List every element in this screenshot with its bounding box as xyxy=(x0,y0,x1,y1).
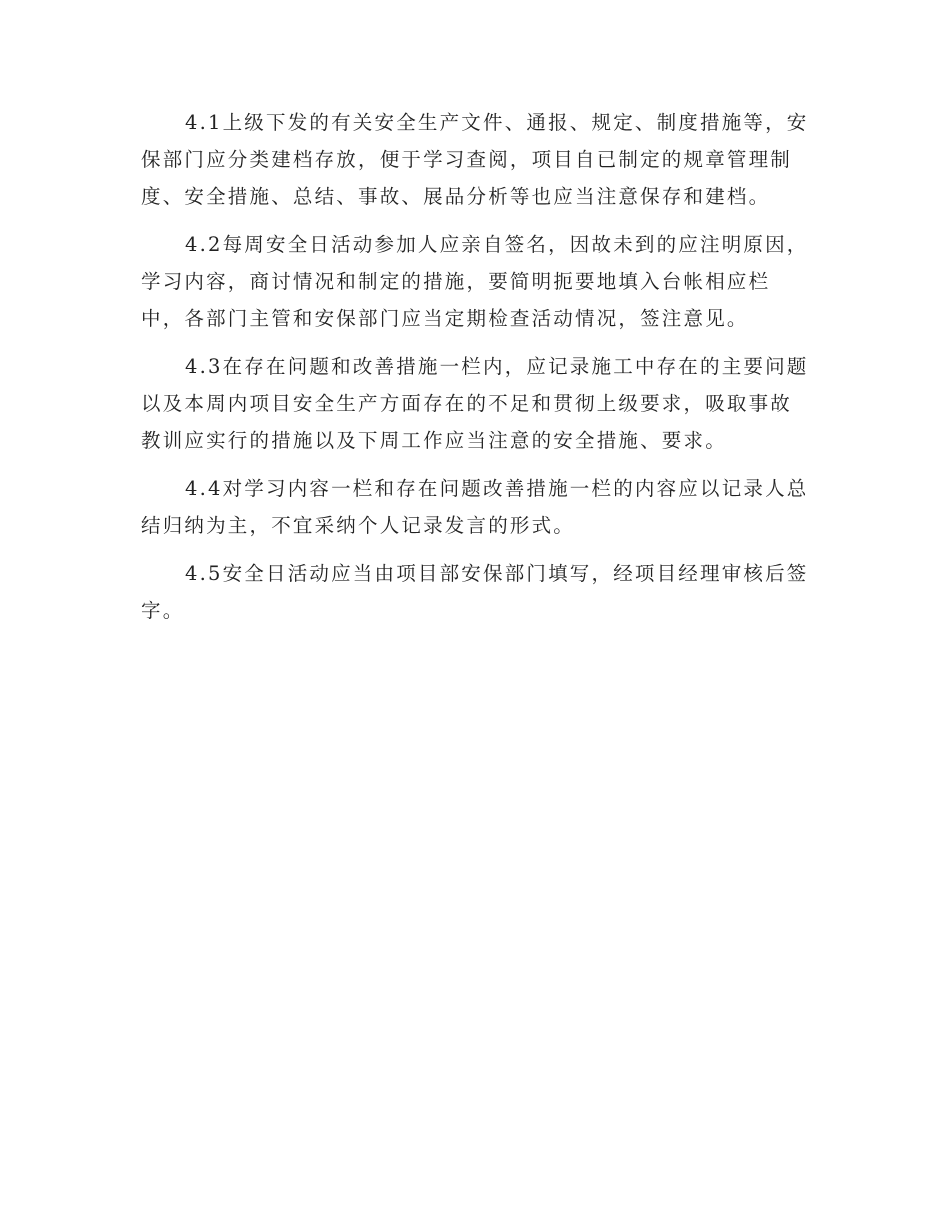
paragraph-line: 度、安全措施、总结、事故、展品分析等也应当注意保存和建档。 xyxy=(141,185,771,208)
paragraph-line: 教训应实行的措施以及下周工作应当注意的安全措施、要求。 xyxy=(141,429,727,452)
paragraph-line: 字。 xyxy=(141,599,185,622)
paragraph-line: 4.5安全日活动应当由项目部安保部门填写，经项目经理审核后签 xyxy=(185,562,809,585)
paragraph-line: 以及本周内项目安全生产方面存在的不足和贯彻上级要求，吸取事故 xyxy=(141,392,793,415)
paragraph-line: 4.2每周安全日活动参加人应亲自签名，因故未到的应注明原因， xyxy=(185,233,809,256)
paragraph-line: 4.3在存在问题和改善措施一栏内，应记录施工中存在的主要问题 xyxy=(185,355,809,378)
paragraph-line: 4.4对学习内容一栏和存在问题改善措施一栏的内容应以记录人总 xyxy=(185,477,809,500)
paragraph-line: 保部门应分类建档存放，便于学习查阅，项目自已制定的规章管理制 xyxy=(141,148,793,171)
paragraph-4-2 xyxy=(141,226,813,337)
paragraph-4-5 xyxy=(141,555,813,629)
document-body xyxy=(141,104,813,640)
paragraph-4-3 xyxy=(141,348,813,459)
paragraph-line: 学习内容，商讨情况和制定的措施，要简明扼要地填入台帐相应栏 xyxy=(141,270,771,293)
paragraph-line: 4.1上级下发的有关安全生产文件、通报、规定、制度措施等，安 xyxy=(185,111,809,134)
paragraph-line: 结归纳为主，不宜采纳个人记录发言的形式。 xyxy=(141,514,576,537)
paragraph-4-1 xyxy=(141,104,813,215)
paragraph-line: 中，各部门主管和安保部门应当定期检查活动情况，签注意见。 xyxy=(141,307,749,330)
paragraph-4-4 xyxy=(141,470,813,544)
